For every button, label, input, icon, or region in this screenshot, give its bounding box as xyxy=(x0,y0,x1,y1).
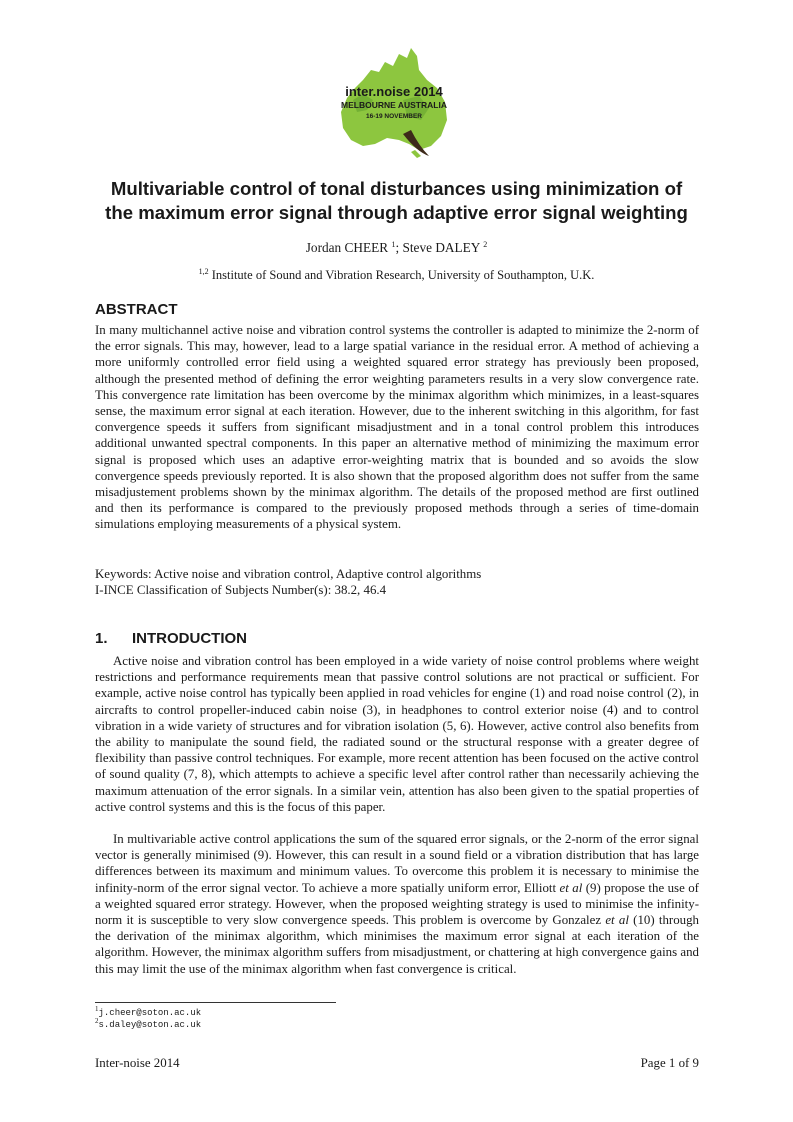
author-line xyxy=(0,240,793,256)
section-number: 1. xyxy=(95,630,108,647)
author-separator: ; xyxy=(395,240,403,255)
affiliation xyxy=(0,268,793,283)
abstract-heading: ABSTRACT xyxy=(95,301,178,318)
italic-run: et al xyxy=(605,913,629,928)
text-run: In multivariable active control applications the sum of the squared error signals, or the 2-norm of the error signal vector is generally minimised (9). However, this can result in a sound field or a vibration distribution that has large differences between its maximum and minimum values. To overcome this problem it is necessary to minimise the infinity-norm of the error signal vector. To achieve a more spatially uniform error, Elliott xyxy=(95,832,699,895)
classification: I-INCE Classification of Subjects Number(s): 38.2, 46.4 xyxy=(95,583,387,597)
author-name: Jordan CHEER xyxy=(305,240,389,255)
author-sup: 1 xyxy=(391,240,396,249)
keywords: Keywords: Active noise and vibration control, Adaptive control algorithms xyxy=(95,567,482,581)
intro-paragraph-1: Active noise and vibration control has been employed in a wide variety of noise control problems where weight restrictions and performance requirements mean that passive control solutions are not practical or sufficient. For example, active noise control has typically been applied in road vehicles for engine (1) and road noise control (2), in aircrafts to control propeller-induced cabin noise (3), in headphones to control exterior noise (4) and to control vibration in a wide variety of structures and for vibration isolation (5, 6). However, active control also benefits from the ability to manipulate the sound field, the radiated sound or the structural response with a greater degree of flexibility than passive control techniques. For example, more recent attention has been focused on the active control of sound quality (7, 8), which attempts to achieve a specific level after control rather than necessarily achieving the maximum attenuation of the error signals. In a similar vein, attention has also been given to the spatial properties of active control systems and this is the focus of this paper. xyxy=(95,654,699,814)
page-number: Page 1 of 9 xyxy=(640,1056,699,1070)
footnote-sup: 1 xyxy=(95,1005,99,1013)
abstract-text: In many multichannel active noise and vibration control systems the controller is adapted to minimize the 2-norm of the error signals. This may, however, lead to a large spatial variance in the residual error. A method of achieving a more uniformly controlled error field using a weighted squared error strategy has previously been proposed, although the presented method of defining the error weighting parameters results in a very slow convergence rate. This convergence rate limitation has been overcome by the minimax algorithm which minimizes, in a least-squares sense, the maximum error signal at each iteration. However, due to the inherent switching in this algorithm, for fast convergence speeds it suffers from significant misadjustment and in a tonal control problem this introduces additional unwanted spectral components. In this paper an alternative method of minimizing the maximum error signal is proposed which uses an adaptive error-weighting matrix that is bounded and so avoids the slow convergence speeds previously reported. It is also shown that the proposed algorithm does not suffer from the same misadjustement problems shown by the minimax algorithm. The details of the proposed method are first outlined and then its performance is compared to the previously proposed methods through a series of time-domain simulations employing measurements of a physical system. xyxy=(95,323,699,532)
logo-line3: 16-19 NOVEMBER xyxy=(366,113,422,120)
text-run: (10) through the derivation of the minimax algorithm, which minimises the maximum error signal at each iteration of the algorithm. However, the minimax algorithm suffers from misadjustment, or chattering at high convergence gains and this may limit the use of the minimax algorithm when fast convergence is critical. xyxy=(95,913,699,976)
tasmania-shape xyxy=(411,150,421,158)
author-sup: 2 xyxy=(483,240,488,249)
footnote xyxy=(95,1019,201,1031)
introduction-heading xyxy=(95,630,247,647)
paper-title xyxy=(60,177,733,225)
affiliation-text: Institute of Sound and Vibration Research, University of Southampton, U.K. xyxy=(211,268,595,282)
italic-run: et al xyxy=(559,880,583,895)
australia-map-icon xyxy=(333,40,455,164)
title-line: Multivariable control of tonal disturbances using minimization of xyxy=(110,178,683,199)
footnote-rule xyxy=(95,1002,336,1003)
footnote-sup: 2 xyxy=(95,1017,99,1025)
footer-left: Inter-noise 2014 xyxy=(95,1056,180,1070)
conference-logo xyxy=(333,40,455,164)
logo-line2: MELBOURNE AUSTRALIA xyxy=(341,100,447,110)
text-run: (9) propose the use of a weighted squared error strategy. However, when the proposed weighting strategy is used to minimise the infinity-norm it is susceptible to very slow convergence speeds. This problem is overcome by Gonzalez xyxy=(95,880,699,928)
section-title: INTRODUCTION xyxy=(132,630,247,647)
logo-line1: inter.noise 2014 xyxy=(345,84,443,99)
author-name: Steve DALEY xyxy=(402,240,480,255)
affiliation-sup: 1,2 xyxy=(198,267,209,276)
footnote-email[interactable]: j.cheer@soton.ac.uk xyxy=(98,1008,202,1018)
footnote xyxy=(95,1007,201,1019)
footnote-email[interactable]: s.daley@soton.ac.uk xyxy=(98,1020,202,1030)
title-line: the maximum error signal through adaptive error signal weighting xyxy=(105,202,688,223)
intro-paragraph-2 xyxy=(95,831,699,977)
